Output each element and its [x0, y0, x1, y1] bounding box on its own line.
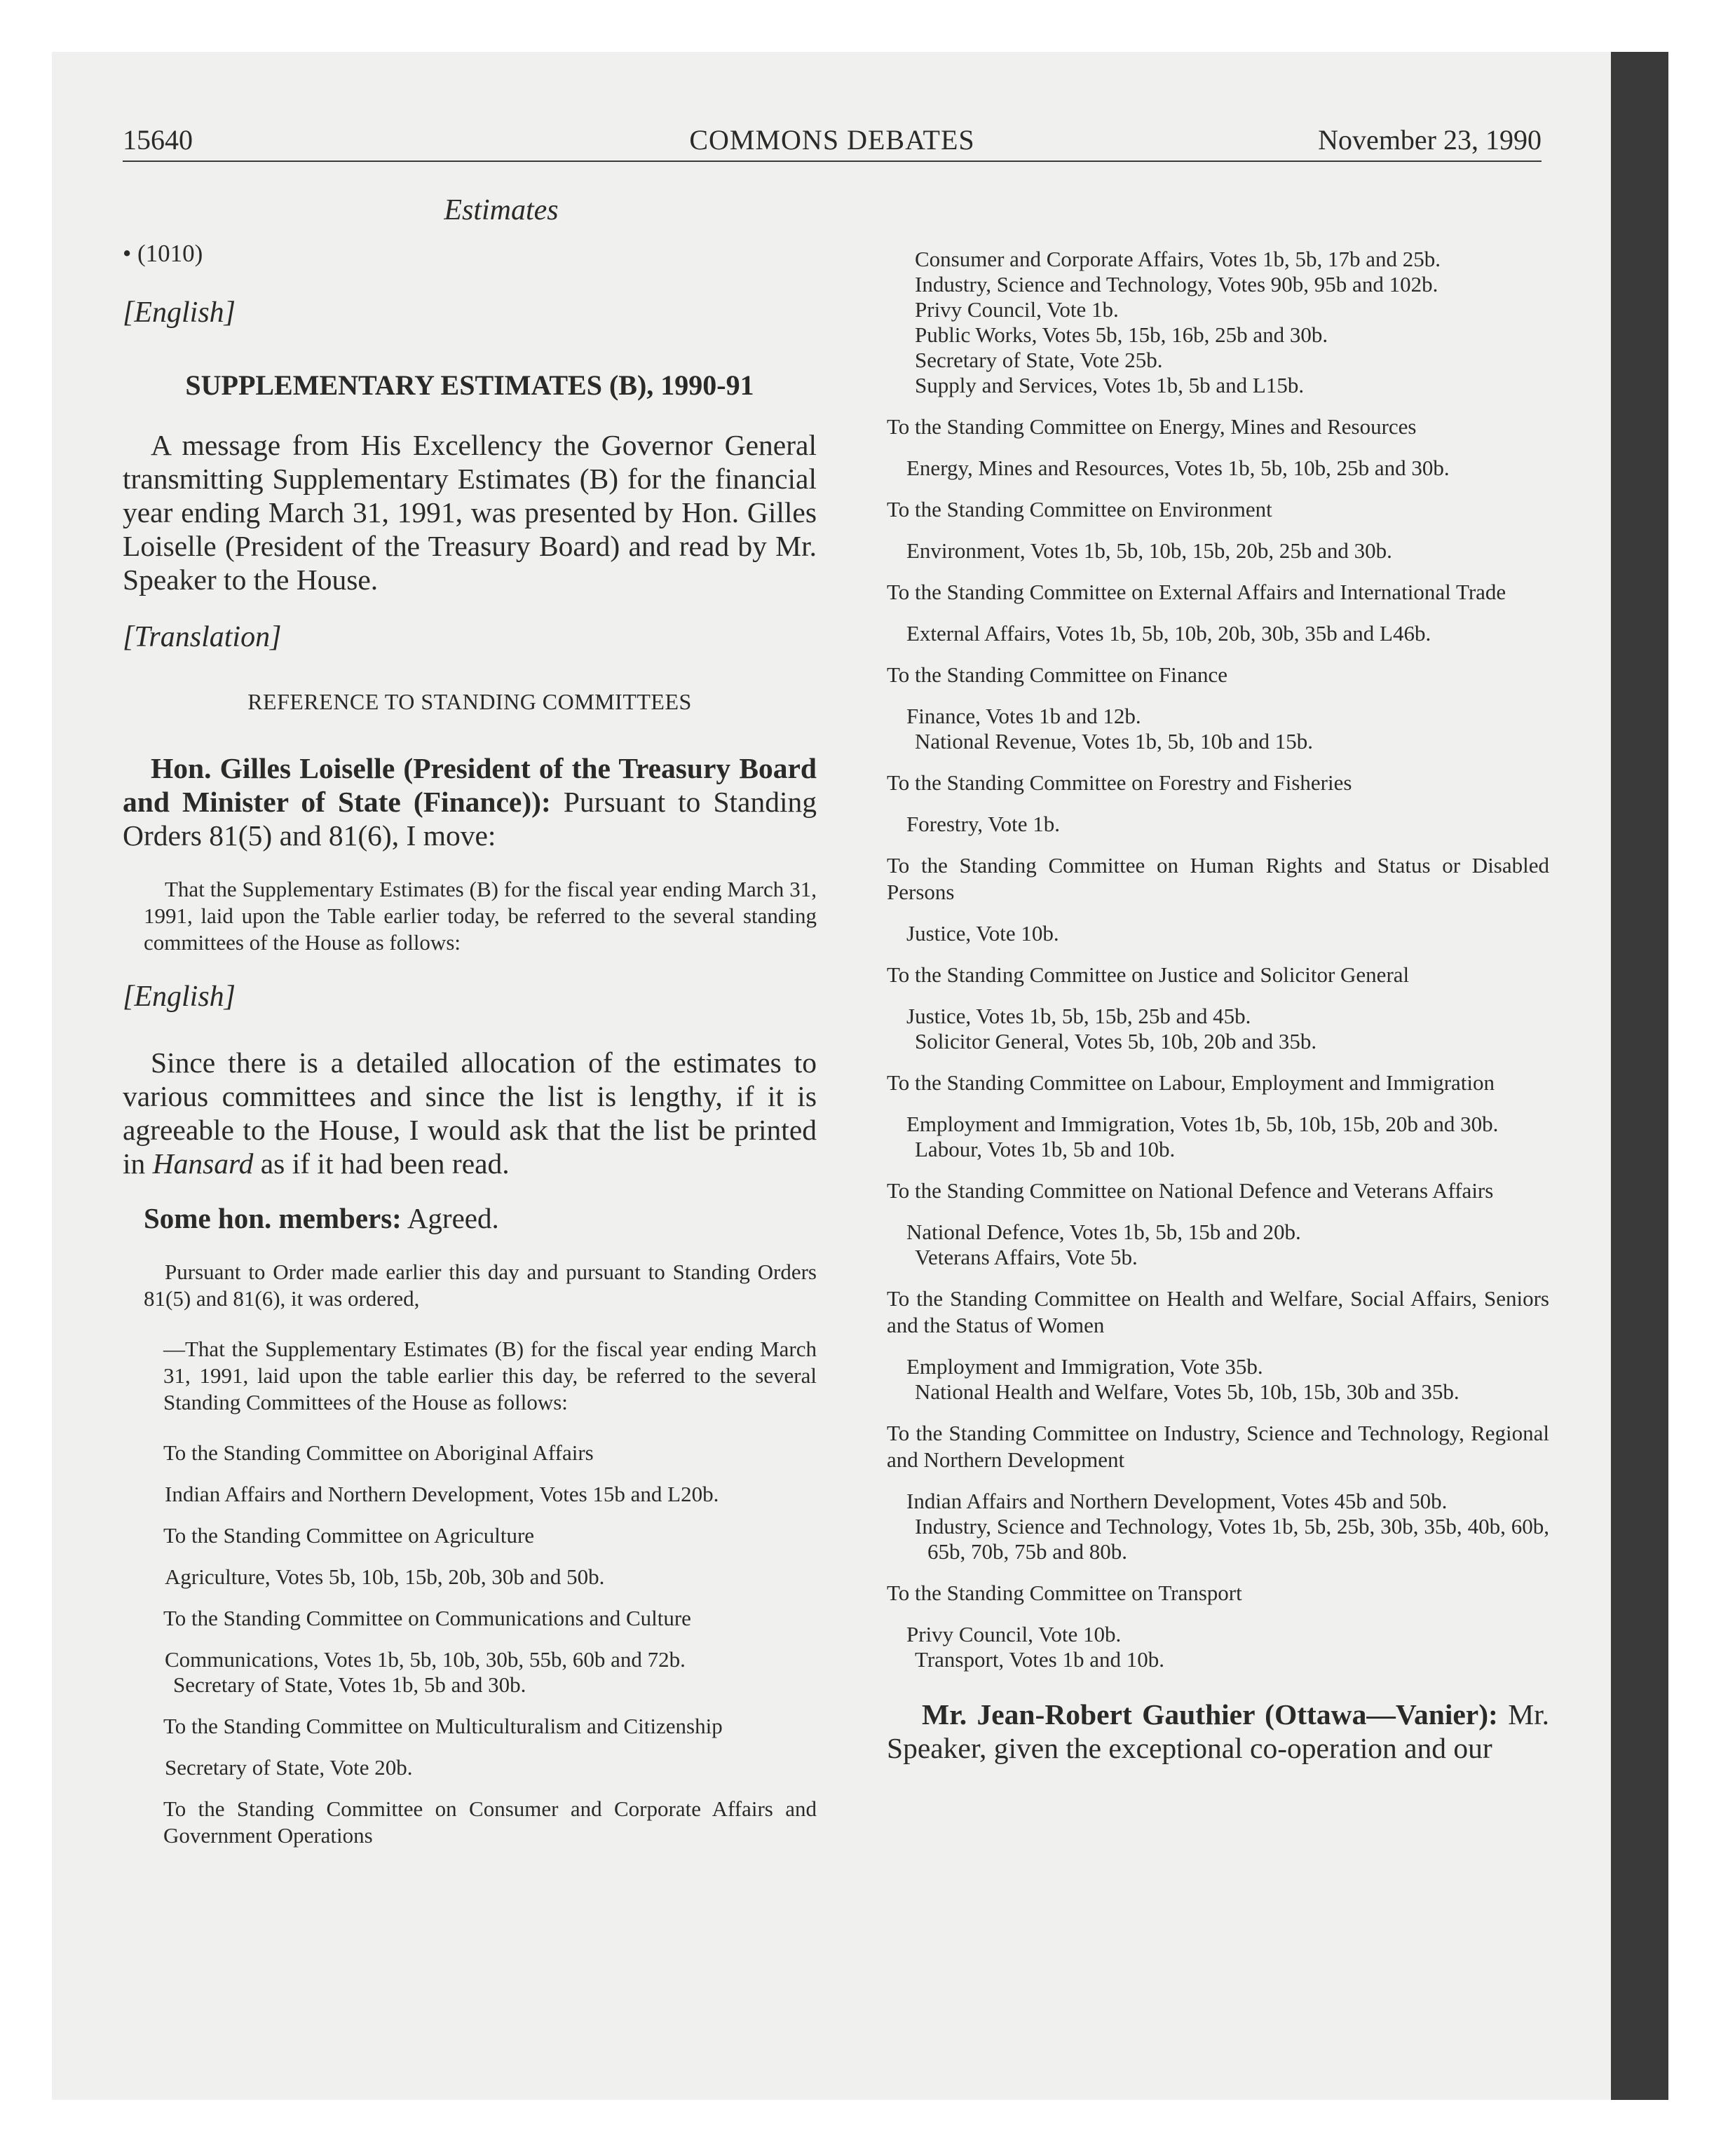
section-subheading: REFERENCE TO STANDING COMMITTEES: [247, 689, 692, 714]
committee-title: To the Standing Committee on Health and Welfare, Social Affairs, Seniors and the Status of Women: [887, 1286, 1549, 1337]
votes-block: [887, 1489, 1549, 1564]
committee-title: To the Standing Committee on Environment: [887, 497, 1272, 521]
vote-line: Supply and Services, Votes 1b, 5b and L15b.: [915, 373, 1305, 397]
page-header: [123, 123, 1542, 158]
vote-line: National Health and Welfare, Votes 5b, 10b, 15b, 30b and 35b.: [915, 1379, 1460, 1404]
vote-line: Communications, Votes 1b, 5b, 10b, 30b, 55b, 60b and 72b.: [165, 1647, 686, 1672]
loiselle-speech: [123, 751, 817, 852]
votes-block: [123, 1482, 817, 1507]
section-heading: SUPPLEMENTARY ESTIMATES (B), 1990-91: [185, 369, 754, 401]
committee-title: To the Standing Committee on Consumer and Corporate Affairs and Government Operations: [163, 1796, 817, 1848]
header-rule: [123, 161, 1542, 162]
votes-block: [887, 1354, 1549, 1405]
committee-title: To the Standing Committee on External Affairs and International Trade: [887, 580, 1506, 604]
vote-line: Indian Affairs and Northern Development, Votes 15b and L20b.: [165, 1482, 719, 1506]
votes-block: [887, 1004, 1549, 1054]
votes-block: [123, 1755, 817, 1780]
committee-title: To the Standing Committee on Human Rights and Status or Disabled Persons: [887, 853, 1549, 904]
publication-date: November 23, 1990: [1318, 124, 1542, 156]
committee-title: To the Standing Committee on Justice and Solicitor General: [887, 962, 1410, 987]
speech-text: Mr. Speaker, given the exceptional co-operation and our: [887, 1698, 1549, 1764]
votes-block: [887, 1220, 1549, 1270]
vote-line: Industry, Science and Technology, Votes 90b, 95b and 102b.: [915, 272, 1438, 296]
committee-list-right: [887, 414, 1549, 1672]
continued-votes: [887, 247, 1549, 398]
committee-title: To the Standing Committee on Agriculture: [163, 1523, 535, 1548]
committee-title: To the Standing Committee on Industry, Science and Technology, Regional and Northern Development: [887, 1421, 1549, 1472]
votes-block: [887, 621, 1549, 646]
vote-line: Indian Affairs and Northern Development, Votes 45b and 50b.: [906, 1489, 1448, 1513]
vote-line: Employment and Immigration, Votes 1b, 5b, 10b, 15b, 20b and 30b.: [906, 1112, 1499, 1136]
language-marker-translation: [Translation]: [123, 621, 282, 653]
running-head: Estimates: [444, 194, 559, 226]
vote-line: Justice, Votes 1b, 5b, 15b, 25b and 45b.: [906, 1004, 1251, 1028]
vote-line: Justice, Vote 10b.: [906, 921, 1059, 946]
committee-title: To the Standing Committee on National Defence and Veterans Affairs: [887, 1178, 1494, 1203]
vote-line: Veterans Affairs, Vote 5b.: [915, 1245, 1138, 1269]
order-detail: —That the Supplementary Estimates (B) for the fiscal year ending March 31, 1991, laid upon the table earlier this day, be referred to the several Standing Committees of the House as follows:: [163, 1337, 817, 1414]
vote-line: Transport, Votes 1b and 10b.: [915, 1647, 1164, 1672]
votes-block: [887, 812, 1549, 837]
committee-title: To the Standing Committee on Finance: [887, 662, 1228, 687]
speaker-name: Mr. Jean-Robert Gauthier (Ottawa—Vanier):: [922, 1698, 1498, 1731]
vote-line: Energy, Mines and Resources, Votes 1b, 5b, 10b, 25b and 30b.: [906, 456, 1450, 480]
vote-line: Secretary of State, Vote 25b.: [915, 348, 1163, 372]
votes-block: [887, 538, 1549, 564]
speech-text: Agreed.: [407, 1202, 499, 1234]
vote-line: National Revenue, Votes 1b, 5b, 10b and 15b.: [915, 729, 1313, 753]
committee-list-left: [123, 1440, 817, 1849]
votes-block: [887, 921, 1549, 946]
vote-line: Privy Council, Vote 1b.: [915, 297, 1119, 322]
vote-line: Finance, Votes 1b and 12b.: [906, 704, 1141, 728]
ordered-text: Pursuant to Order made earlier this day and pursuant to Standing Orders 81(5) and 81(6), it was ordered,: [144, 1260, 817, 1311]
committee-title: To the Standing Committee on Forestry and Fisheries: [887, 770, 1352, 795]
scan-edge-bar: [1611, 52, 1668, 2100]
message-paragraph: A message from His Excellency the Governor General transmitting Supplementary Estimates (B) for the financial year ending March 31, 1991, was presented by Hon. Gilles Loiselle (President of the Treasury Board) and read by Mr. Speaker to the House.: [123, 429, 817, 596]
vote-line: Agriculture, Votes 5b, 10b, 15b, 20b, 30b and 50b.: [165, 1564, 605, 1589]
committee-title: To the Standing Committee on Aboriginal Affairs: [163, 1440, 594, 1465]
votes-block: [887, 704, 1549, 754]
committee-title: To the Standing Committee on Labour, Employment and Immigration: [887, 1070, 1495, 1095]
since-text-part1: Since there is a detailed allocation of the estimates to various committees and since the list is lengthy, if it is agreeable to the House, I would ask that the list be printed in: [123, 1046, 817, 1180]
left-column: [123, 188, 817, 1864]
speaker-name: Hon. Gilles Loiselle (President of the Treasury Board and Minister of State (Finance)):: [123, 752, 817, 818]
since-paragraph: [123, 1046, 817, 1180]
vote-line: Secretary of State, Votes 1b, 5b and 30b.: [173, 1672, 526, 1697]
committee-title: To the Standing Committee on Multiculturalism and Citizenship: [163, 1714, 723, 1738]
votes-block: [887, 1112, 1549, 1162]
vote-line: Forestry, Vote 1b.: [906, 812, 1061, 836]
committee-title: To the Standing Committee on Energy, Mines and Resources: [887, 414, 1417, 439]
right-column: [887, 188, 1549, 1765]
vote-line: National Defence, Votes 1b, 5b, 15b and 20b.: [906, 1220, 1301, 1244]
speaker-name: Some hon. members:: [144, 1202, 402, 1234]
vote-line: Consumer and Corporate Affairs, Votes 1b, 5b, 17b and 25b.: [915, 247, 1441, 271]
motion-text: That the Supplementary Estimates (B) for the fiscal year ending March 31, 1991, laid upon the Table earlier today, be referred to the several standing committees of the House as follows:: [144, 877, 817, 955]
vote-line: Labour, Votes 1b, 5b and 10b.: [915, 1137, 1176, 1161]
page-number: 15640: [123, 124, 193, 156]
language-marker-english: [English]: [123, 296, 236, 329]
publication-title: COMMONS DEBATES: [689, 124, 975, 156]
hansard-italic: Hansard: [152, 1147, 254, 1180]
votes-block: [123, 1564, 817, 1590]
vote-line: Public Works, Votes 5b, 15b, 16b, 25b and 30b.: [915, 322, 1328, 347]
vote-line: Solicitor General, Votes 5b, 10b, 20b and 35b.: [915, 1029, 1317, 1053]
vote-line: Secretary of State, Vote 20b.: [165, 1755, 413, 1780]
vote-line: Industry, Science and Technology, Votes 1b, 5b, 25b, 30b, 35b, 40b, 60b, 65b, 70b, 75b and 80b.: [915, 1514, 1549, 1564]
time-marker: • (1010): [123, 240, 203, 267]
vote-line: Privy Council, Vote 10b.: [906, 1622, 1122, 1646]
votes-block: [123, 1647, 817, 1698]
votes-block: [887, 1622, 1549, 1672]
committee-title: To the Standing Committee on Transport: [887, 1581, 1242, 1605]
language-marker-english-2: [English]: [123, 981, 236, 1013]
gauthier-speech: [887, 1698, 1549, 1765]
vote-line: External Affairs, Votes 1b, 5b, 10b, 20b, 30b, 35b and L46b.: [906, 621, 1431, 646]
vote-line: Environment, Votes 1b, 5b, 10b, 15b, 20b, 25b and 30b.: [906, 538, 1392, 563]
votes-block: [887, 456, 1549, 481]
agreed-line: [123, 1201, 817, 1235]
vote-line: Employment and Immigration, Vote 35b.: [906, 1354, 1263, 1379]
speech-text: Pursuant to Standing Orders 81(5) and 81(6), I move:: [123, 786, 817, 852]
since-text-part2: as if it had been read.: [260, 1147, 510, 1180]
committee-title: To the Standing Committee on Communications and Culture: [163, 1606, 691, 1630]
